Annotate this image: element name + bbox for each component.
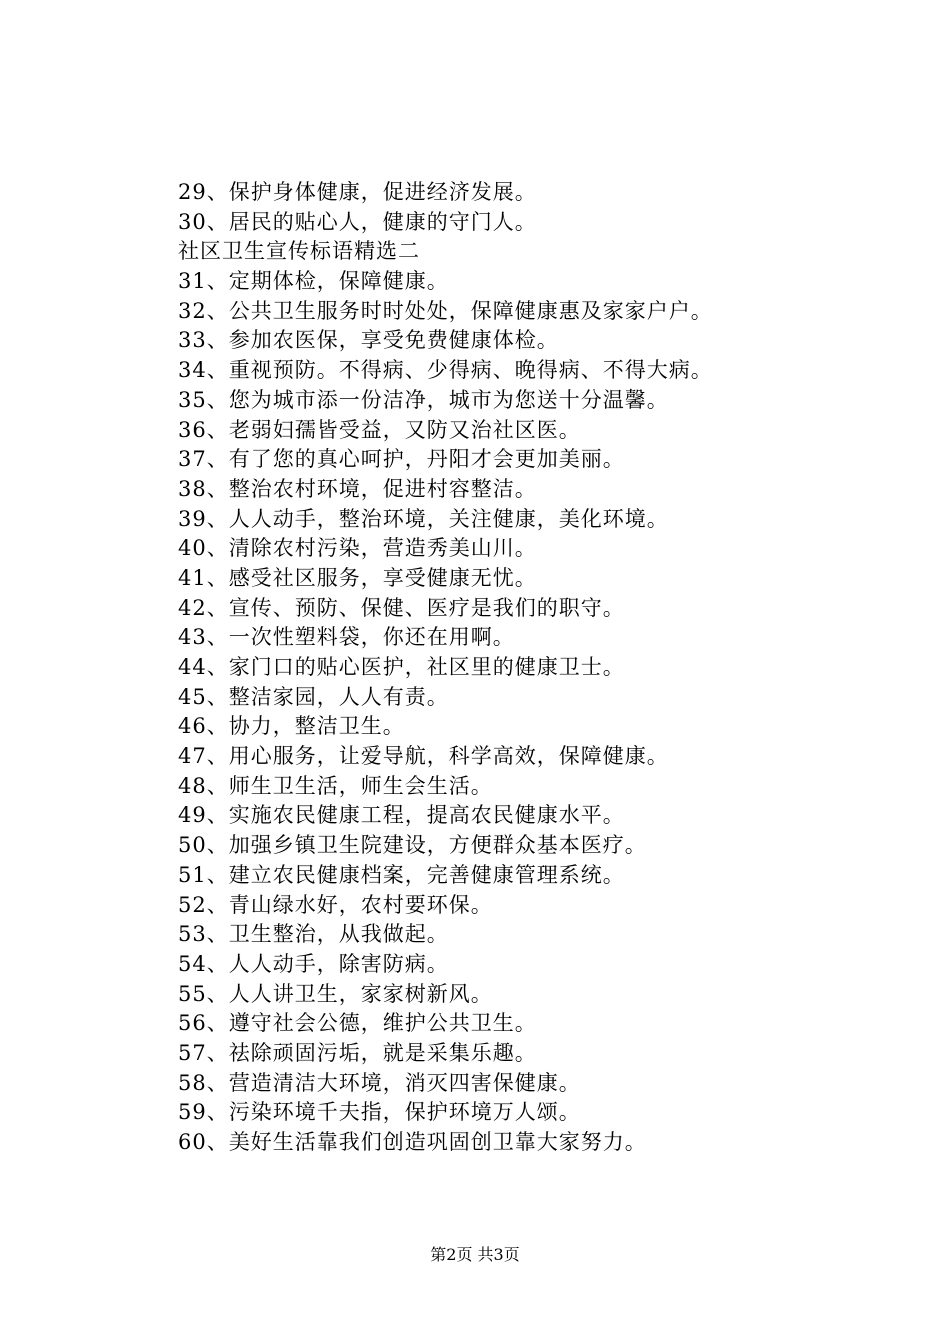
list-item: 37、有了您的真心呵护，丹阳才会更加美丽。 xyxy=(178,447,625,472)
list-item: 30、居民的贴心人，健康的守门人。 xyxy=(178,209,537,234)
list-item: 60、美好生活靠我们创造巩固创卫靠大家努力。 xyxy=(178,1130,647,1154)
list-item: 38、整治农村环境，促进村容整洁。 xyxy=(178,476,537,501)
section-heading: 社区卫生宣传标语精选二 xyxy=(178,239,420,264)
list-item: 44、家门口的贴心医护，社区里的健康卫士。 xyxy=(178,655,625,679)
list-item: 33、参加农医保，享受免费健康体检。 xyxy=(178,328,559,353)
list-item: 46、协力，整洁卫生。 xyxy=(178,714,405,739)
list-item: 31、定期体检，保障健康。 xyxy=(178,269,449,294)
slogan-list xyxy=(178,178,878,1158)
list-item: 42、宣传、预防、保健、医疗是我们的职守。 xyxy=(178,595,625,620)
page-number-footer: 第2页 共3页 xyxy=(430,1245,520,1264)
list-item: 51、建立农民健康档案，完善健康管理系统。 xyxy=(178,862,625,887)
list-item: 29、保护身体健康，促进经济发展。 xyxy=(178,180,537,204)
list-item: 53、卫生整治，从我做起。 xyxy=(178,922,449,947)
list-item: 40、清除农村污染，营造秀美山川。 xyxy=(178,536,537,561)
list-item: 45、整洁家园，人人有责。 xyxy=(178,684,449,709)
list-item: 32、公共卫生服务时时处处，保障健康惠及家家户户。 xyxy=(178,298,713,323)
list-item: 59、污染环境千夫指，保护环境万人颂。 xyxy=(178,1100,581,1125)
list-item: 36、老弱妇孺皆受益，又防又治社区医。 xyxy=(178,417,581,442)
list-item: 49、实施农民健康工程，提高农民健康水平。 xyxy=(178,803,625,828)
list-item: 41、感受社区服务，享受健康无忧。 xyxy=(178,565,537,590)
list-item: 56、遵守社会公德，维护公共卫生。 xyxy=(178,1011,537,1036)
list-item: 50、加强乡镇卫生院建设，方便群众基本医疗。 xyxy=(178,833,647,858)
list-item: 43、一次性塑料袋，你还在用啊。 xyxy=(178,625,515,650)
list-item: 48、师生卫生活，师生会生活。 xyxy=(178,773,493,798)
list-item: 54、人人动手，除害防病。 xyxy=(178,951,449,976)
list-item: 55、人人讲卫生，家家树新风。 xyxy=(178,981,493,1006)
list-item: 47、用心服务，让爱导航，科学高效，保障健康。 xyxy=(178,744,669,769)
list-item: 34、重视预防。不得病、少得病、晚得病、不得大病。 xyxy=(178,358,713,383)
list-item: 57、祛除顽固污垢，就是采集乐趣。 xyxy=(178,1040,537,1065)
list-item: 35、您为城市添一份洁净，城市为您送十分温馨。 xyxy=(178,387,669,412)
list-item: 52、青山绿水好，农村要环保。 xyxy=(178,892,493,917)
list-item: 39、人人动手，整治环境，关注健康，美化环境。 xyxy=(178,506,669,531)
list-item: 58、营造清洁大环境，消灭四害保健康。 xyxy=(178,1070,581,1095)
